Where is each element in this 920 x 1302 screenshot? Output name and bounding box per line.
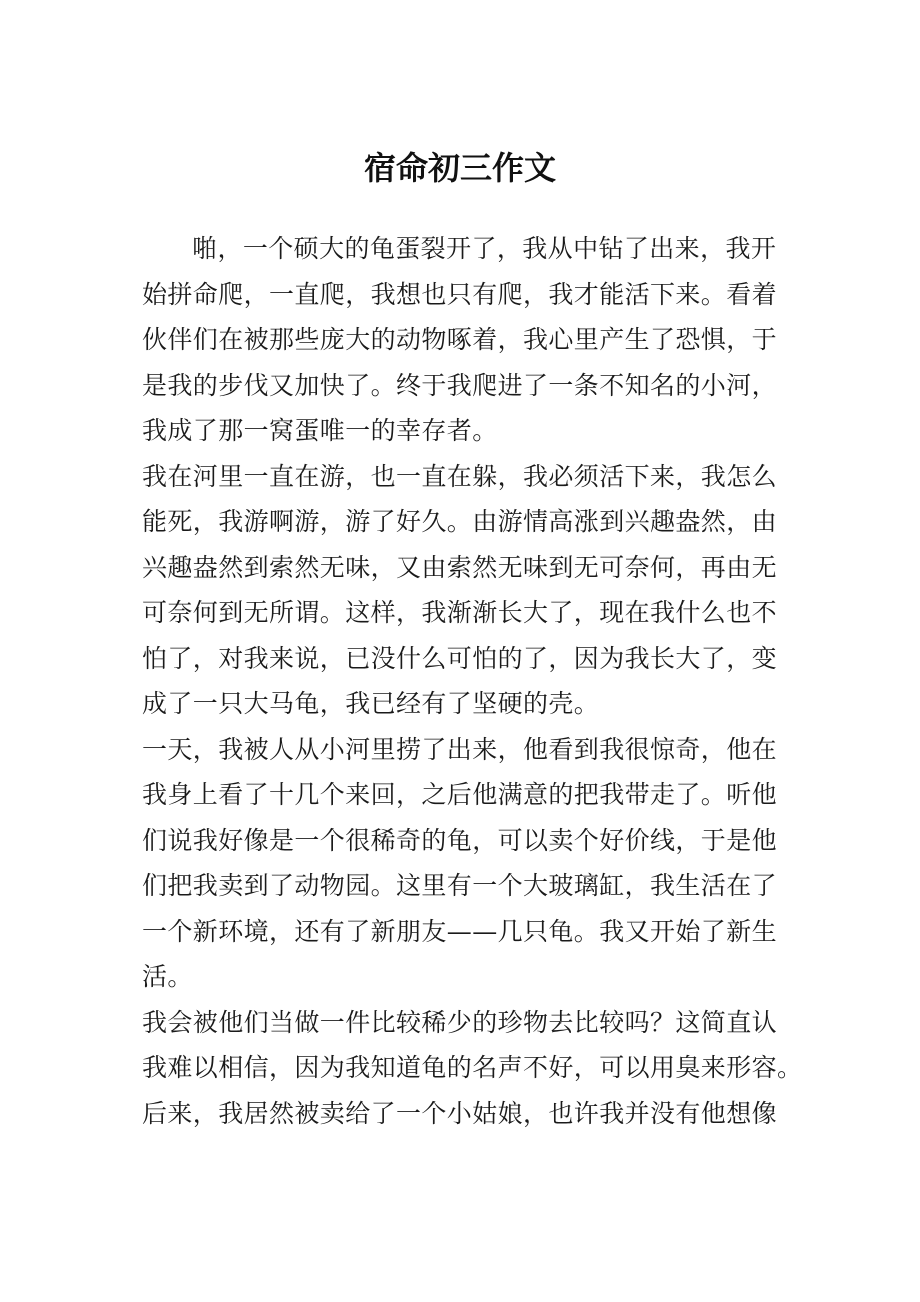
text-line: 成了一只大马龟，我已经有了坚硬的壳。 [142,689,600,718]
text-line: 我身上看了十几个来回，之后他满意的把我带走了。听他 [142,780,778,809]
text-line: 我会被他们当做一件比较稀少的珍物去比较吗？这简直认 [142,1007,778,1037]
text-line: 能死，我游啊游，游了好久。由游情高涨到兴趣盎然，由 [142,507,778,536]
text-line: 们说我好像是一个很稀奇的龟，可以卖个好价线，于是他 [142,825,778,855]
text-line: 是我的步伐又加快了。终于我爬进了一条不知名的小河， [142,370,778,400]
text-line: 啪，一个硕大的龟蛋裂开了，我从中钻了出来，我开 [142,234,777,263]
text-line: 一个新环境，还有了新朋友——几只龟。我又开始了新生 [142,916,778,946]
text-line: 们把我卖到了动物园。这里有一个大玻璃缸，我生活在了 [142,871,778,900]
text-line: 活。 [142,962,193,991]
text-line: 我难以相信，因为我知道龟的名声不好，可以用臭来形容。 [142,1053,803,1082]
text-line: 后来，我居然被卖给了一个小姑娘，也许我并没有他想像 [142,1098,778,1128]
document-title: 宿命初三作文 [363,149,556,187]
text-line: 伙伴们在被那些庞大的动物啄着，我心里产生了恐惧，于 [142,325,778,354]
text-line: 怕了，对我来说，已没什么可怕的了，因为我长大了，变 [142,643,778,673]
text-line: 始拼命爬，一直爬，我想也只有爬，我才能活下来。看着 [142,279,778,309]
text-line: 我在河里一直在游，也一直在躲，我必须活下来，我怎么 [142,461,778,491]
text-line: 一天，我被人从小河里捞了出来，他看到我很惊奇，他在 [142,734,778,764]
essay-body [142,226,803,1136]
text-line: 我成了那一窝蛋唯一的幸存者。 [142,416,498,445]
text-line: 兴趣盎然到索然无味，又由索然无味到无可奈何，再由无 [142,552,778,582]
text-line: 可奈何到无所谓。这样，我渐渐长大了，现在我什么也不 [142,598,778,627]
